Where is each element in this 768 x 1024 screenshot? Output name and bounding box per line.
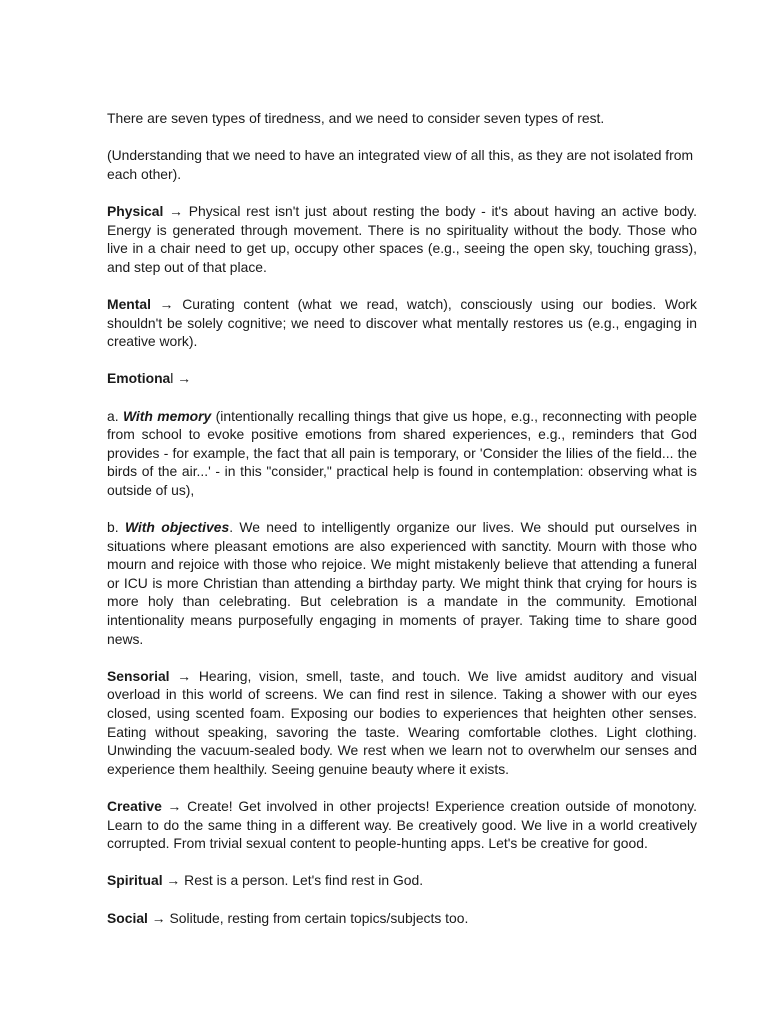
paragraph-integrated-view [107, 146, 697, 183]
subheading-with-objectives: With objectives [124, 519, 230, 536]
paragraph-creative-rest [107, 797, 697, 853]
paragraph-text: → Solitude, resting from certain topics/subjects too. [147, 909, 469, 926]
paragraph-text: → Physical rest isn't just about resting the body - it's about having an active body. Energy is generated through movement. There is no spirituality without the body. Those who live in a chair need to get up, occupy other spaces (e.g., seeing the open sky, touching grass), and step out of that place. [107, 202, 697, 275]
paragraph-social-rest [107, 909, 697, 928]
subheading-with-memory: With memory [122, 407, 212, 424]
paragraph-text: → Hearing, vision, smell, taste, and touch. We live amidst auditory and visual overload in this world of screens. We can find rest in silence. Taking a shower with our eyes closed, using scented foam. Exposing our bodies to experiences that heighten other senses. Eating without speaking, savoring the taste. Wearing comfortable clothes. Light clothing. Unwinding the vacuum-sealed body. We rest when we learn not to overwhelm our senses and experience them healthily. Seeing genuine beauty where it exists. [107, 667, 697, 777]
paragraph-emotional-memory [107, 407, 697, 500]
paragraph-text: (intentionally recalling things that give us hope, e.g., reconnecting with people from school to evoke positive emotions from shared experiences, e.g., reminders that God provides - for example, the fact that all pain is temporary, or 'Consider the lilies of the field... the birds of the air...' - in this "consider," practical help is found in contemplation: observing what is outside of us), [107, 407, 697, 498]
rest-type-heading-sensorial: Sensorial [107, 667, 170, 684]
paragraph-text: (Understanding that we need to have an integrated view of all this, as they are not isolated from each other). [107, 147, 694, 182]
paragraph-text: → Curating content (what we read, watch), consciously using our bodies. Work shouldn't be solely cognitive; we need to discover what mentally restores us (e.g., engaging in creative work). [107, 295, 697, 350]
paragraph-text: l → [170, 370, 192, 387]
paragraph-sensorial-rest [107, 667, 697, 779]
list-marker-b: b. [107, 519, 125, 536]
list-marker-a: a. [107, 407, 123, 424]
rest-type-heading-creative: Creative [107, 797, 162, 814]
rest-type-heading-social: Social [107, 909, 148, 926]
document-page [107, 109, 697, 946]
paragraph-emotional-objectives [107, 518, 697, 648]
paragraph-spiritual-rest [107, 871, 697, 890]
rest-type-heading-emotional: Emotiona [107, 370, 171, 387]
paragraph-intro [107, 109, 697, 128]
paragraph-text: → Create! Get involved in other projects! Experience creation outside of monotony. Learn to do the same thing in a different way. Be creatively good. We live in a world creatively corrupted. From trivial sexual content to people-hunting apps. Let's be creative for good. [107, 797, 697, 852]
rest-type-heading-mental: Mental [107, 295, 151, 312]
paragraph-mental-rest [107, 295, 697, 351]
rest-type-heading-spiritual: Spiritual [107, 872, 163, 889]
rest-type-heading-physical: Physical [107, 202, 164, 219]
paragraph-physical-rest [107, 202, 697, 276]
paragraph-text: There are seven types of tiredness, and we need to consider seven types of rest. [107, 110, 605, 126]
paragraph-text: . We need to intelligently organize our lives. We should put ourselves in situations where pleasant emotions are also experienced with sanctity. Mourn with those who mourn and rejoice with those who rejoice. We might mistakenly believe that attending a funeral or ICU is more Christian than attending a birthday party. We might think that crying for hours is more holy than celebrating. But celebration is a mandate in the community. Emotional intentionality means purposefully engaging in moments of prayer. Taking time to share good news. [107, 519, 698, 647]
paragraph-text: → Rest is a person. Let's find rest in God. [162, 872, 424, 889]
paragraph-emotional-rest [107, 369, 697, 388]
